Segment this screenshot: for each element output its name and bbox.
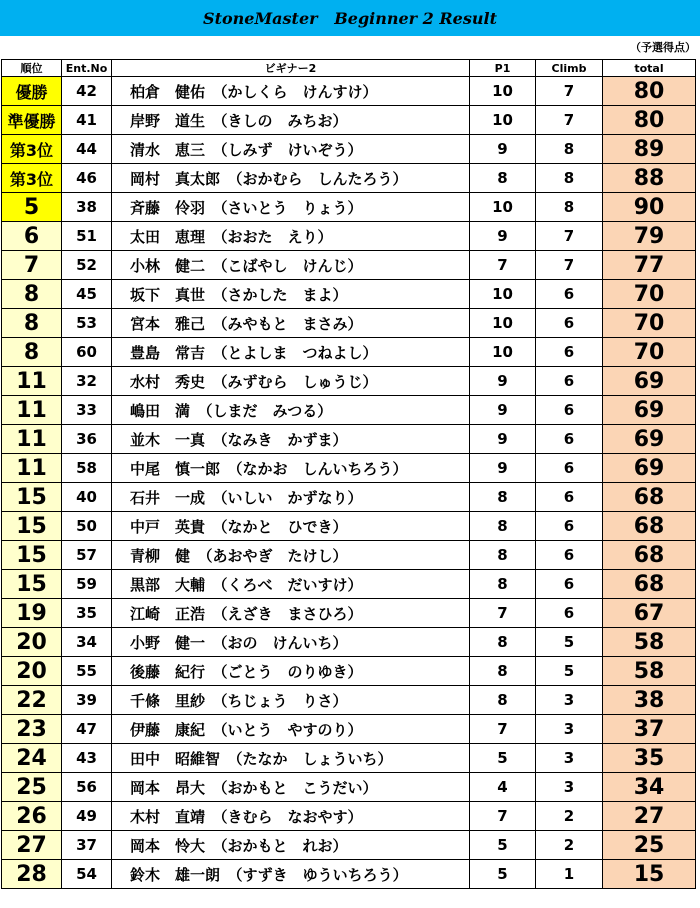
p1-cell: 4 xyxy=(470,773,536,802)
entry-number-cell: 36 xyxy=(62,425,112,454)
table-row xyxy=(2,367,696,396)
name-cell: 清水 恵三 （しみず けいぞう） xyxy=(112,135,470,164)
rank-cell: 8 xyxy=(2,338,62,367)
header-total: total xyxy=(603,60,696,77)
total-cell: 80 xyxy=(603,106,696,135)
table-row xyxy=(2,715,696,744)
climb-cell: 7 xyxy=(536,77,603,106)
header-name: ビギナー2 xyxy=(112,60,470,77)
title-banner xyxy=(0,0,700,36)
p1-cell: 8 xyxy=(470,686,536,715)
total-cell: 68 xyxy=(603,512,696,541)
table-row xyxy=(2,135,696,164)
name-cell: 豊島 常吉 （とよしま つねよし） xyxy=(112,338,470,367)
p1-cell: 9 xyxy=(470,396,536,425)
entry-number-cell: 57 xyxy=(62,541,112,570)
total-cell: 15 xyxy=(603,860,696,889)
total-cell: 68 xyxy=(603,570,696,599)
total-cell: 58 xyxy=(603,657,696,686)
total-cell: 68 xyxy=(603,541,696,570)
entry-number-cell: 46 xyxy=(62,164,112,193)
total-cell: 69 xyxy=(603,425,696,454)
p1-cell: 5 xyxy=(470,860,536,889)
climb-cell: 6 xyxy=(536,338,603,367)
table-row xyxy=(2,802,696,831)
total-cell: 69 xyxy=(603,396,696,425)
rank-cell: 11 xyxy=(2,454,62,483)
rank-cell: 23 xyxy=(2,715,62,744)
name-cell: 小林 健二 （こばやし けんじ） xyxy=(112,251,470,280)
climb-cell: 6 xyxy=(536,512,603,541)
entry-number-cell: 54 xyxy=(62,860,112,889)
p1-cell: 7 xyxy=(470,599,536,628)
name-cell: 黒部 大輔 （くろべ だいすけ） xyxy=(112,570,470,599)
climb-cell: 3 xyxy=(536,686,603,715)
p1-cell: 9 xyxy=(470,425,536,454)
entry-number-cell: 33 xyxy=(62,396,112,425)
table-row xyxy=(2,483,696,512)
table-row xyxy=(2,657,696,686)
rank-cell: 第3位 xyxy=(2,135,62,164)
table-row xyxy=(2,628,696,657)
climb-cell: 1 xyxy=(536,860,603,889)
p1-cell: 8 xyxy=(470,570,536,599)
table-row xyxy=(2,251,696,280)
climb-cell: 5 xyxy=(536,628,603,657)
rank-cell: 6 xyxy=(2,222,62,251)
climb-cell: 7 xyxy=(536,222,603,251)
total-cell: 34 xyxy=(603,773,696,802)
entry-number-cell: 50 xyxy=(62,512,112,541)
climb-cell: 2 xyxy=(536,831,603,860)
rank-cell: 28 xyxy=(2,860,62,889)
rank-cell: 11 xyxy=(2,396,62,425)
total-cell: 90 xyxy=(603,193,696,222)
total-cell: 80 xyxy=(603,77,696,106)
header-p1: P1 xyxy=(470,60,536,77)
total-cell: 27 xyxy=(603,802,696,831)
entry-number-cell: 59 xyxy=(62,570,112,599)
p1-cell: 7 xyxy=(470,251,536,280)
entry-number-cell: 45 xyxy=(62,280,112,309)
entry-number-cell: 55 xyxy=(62,657,112,686)
score-note: （予選得点） xyxy=(630,41,696,54)
entry-number-cell: 37 xyxy=(62,831,112,860)
entry-number-cell: 60 xyxy=(62,338,112,367)
total-cell: 70 xyxy=(603,338,696,367)
header-climb: Climb xyxy=(536,60,603,77)
name-cell: 並木 一真 （なみき かずま） xyxy=(112,425,470,454)
climb-cell: 6 xyxy=(536,599,603,628)
p1-cell: 7 xyxy=(470,715,536,744)
page-title: StoneMaster Beginner 2 Result xyxy=(203,8,497,28)
rank-cell: 第3位 xyxy=(2,164,62,193)
total-cell: 68 xyxy=(603,483,696,512)
name-cell: 斉藤 伶羽 （さいとう りょう） xyxy=(112,193,470,222)
climb-cell: 6 xyxy=(536,483,603,512)
table-row xyxy=(2,425,696,454)
table-row xyxy=(2,454,696,483)
rank-cell: 15 xyxy=(2,483,62,512)
results-table xyxy=(1,59,696,889)
name-cell: 石井 一成 （いしい かずなり） xyxy=(112,483,470,512)
entry-number-cell: 47 xyxy=(62,715,112,744)
climb-cell: 8 xyxy=(536,135,603,164)
climb-cell: 2 xyxy=(536,802,603,831)
name-cell: 太田 恵理 （おおた えり） xyxy=(112,222,470,251)
p1-cell: 7 xyxy=(470,802,536,831)
total-cell: 25 xyxy=(603,831,696,860)
total-cell: 79 xyxy=(603,222,696,251)
rank-cell: 準優勝 xyxy=(2,106,62,135)
header-rank: 順位 xyxy=(2,60,62,77)
climb-cell: 6 xyxy=(536,541,603,570)
rank-cell: 5 xyxy=(2,193,62,222)
name-cell: 岡村 真太郎 （おかむら しんたろう） xyxy=(112,164,470,193)
name-cell: 水村 秀史 （みずむら しゅうじ） xyxy=(112,367,470,396)
climb-cell: 6 xyxy=(536,367,603,396)
rank-cell: 11 xyxy=(2,367,62,396)
climb-cell: 8 xyxy=(536,164,603,193)
name-cell: 鈴木 雄一朗 （すずき ゆういちろう） xyxy=(112,860,470,889)
entry-number-cell: 41 xyxy=(62,106,112,135)
rank-cell: 8 xyxy=(2,309,62,338)
name-cell: 小野 健一 （おの けんいち） xyxy=(112,628,470,657)
entry-number-cell: 53 xyxy=(62,309,112,338)
entry-number-cell: 44 xyxy=(62,135,112,164)
table-row xyxy=(2,512,696,541)
p1-cell: 8 xyxy=(470,164,536,193)
name-cell: 木村 直靖 （きむら なおやす） xyxy=(112,802,470,831)
table-row xyxy=(2,193,696,222)
climb-cell: 7 xyxy=(536,106,603,135)
name-cell: 千條 里紗 （ちじょう りさ） xyxy=(112,686,470,715)
rank-cell: 19 xyxy=(2,599,62,628)
name-cell: 嶋田 満 （しまだ みつる） xyxy=(112,396,470,425)
name-cell: 青柳 健 （あおやぎ たけし） xyxy=(112,541,470,570)
rank-cell: 20 xyxy=(2,628,62,657)
name-cell: 伊藤 康紀 （いとう やすのり） xyxy=(112,715,470,744)
p1-cell: 9 xyxy=(470,222,536,251)
climb-cell: 8 xyxy=(536,193,603,222)
p1-cell: 8 xyxy=(470,541,536,570)
p1-cell: 8 xyxy=(470,483,536,512)
entry-number-cell: 51 xyxy=(62,222,112,251)
table-row xyxy=(2,570,696,599)
entry-number-cell: 34 xyxy=(62,628,112,657)
table-row xyxy=(2,599,696,628)
name-cell: 後藤 紀行 （ごとう のりゆき） xyxy=(112,657,470,686)
rank-cell: 11 xyxy=(2,425,62,454)
climb-cell: 3 xyxy=(536,715,603,744)
header-row xyxy=(2,60,696,77)
entry-number-cell: 40 xyxy=(62,483,112,512)
total-cell: 37 xyxy=(603,715,696,744)
table-row xyxy=(2,831,696,860)
climb-cell: 6 xyxy=(536,454,603,483)
p1-cell: 10 xyxy=(470,193,536,222)
table-row xyxy=(2,744,696,773)
rank-cell: 26 xyxy=(2,802,62,831)
header-entry-number: Ent.No xyxy=(62,60,112,77)
table-row xyxy=(2,338,696,367)
p1-cell: 9 xyxy=(470,135,536,164)
p1-cell: 10 xyxy=(470,280,536,309)
total-cell: 77 xyxy=(603,251,696,280)
total-cell: 67 xyxy=(603,599,696,628)
climb-cell: 6 xyxy=(536,425,603,454)
entry-number-cell: 42 xyxy=(62,77,112,106)
rank-cell: 7 xyxy=(2,251,62,280)
name-cell: 岸野 道生 （きしの みちお） xyxy=(112,106,470,135)
entry-number-cell: 38 xyxy=(62,193,112,222)
total-cell: 89 xyxy=(603,135,696,164)
table-row xyxy=(2,860,696,889)
p1-cell: 8 xyxy=(470,628,536,657)
entry-number-cell: 32 xyxy=(62,367,112,396)
p1-cell: 9 xyxy=(470,454,536,483)
name-cell: 坂下 真世 （さかした まよ） xyxy=(112,280,470,309)
name-cell: 宮本 雅己 （みやもと まさみ） xyxy=(112,309,470,338)
total-cell: 69 xyxy=(603,367,696,396)
climb-cell: 3 xyxy=(536,773,603,802)
entry-number-cell: 52 xyxy=(62,251,112,280)
name-cell: 田中 昭維智 （たなか しょういち） xyxy=(112,744,470,773)
total-cell: 70 xyxy=(603,309,696,338)
rank-cell: 20 xyxy=(2,657,62,686)
total-cell: 69 xyxy=(603,454,696,483)
table-row xyxy=(2,222,696,251)
rank-cell: 15 xyxy=(2,541,62,570)
p1-cell: 10 xyxy=(470,106,536,135)
rank-cell: 25 xyxy=(2,773,62,802)
climb-cell: 5 xyxy=(536,657,603,686)
total-cell: 38 xyxy=(603,686,696,715)
rank-cell: 8 xyxy=(2,280,62,309)
table-row xyxy=(2,541,696,570)
entry-number-cell: 49 xyxy=(62,802,112,831)
climb-cell: 6 xyxy=(536,280,603,309)
climb-cell: 3 xyxy=(536,744,603,773)
total-cell: 88 xyxy=(603,164,696,193)
p1-cell: 5 xyxy=(470,744,536,773)
total-cell: 58 xyxy=(603,628,696,657)
total-cell: 70 xyxy=(603,280,696,309)
p1-cell: 10 xyxy=(470,338,536,367)
name-cell: 岡本 怜大 （おかもと れお） xyxy=(112,831,470,860)
p1-cell: 10 xyxy=(470,309,536,338)
name-cell: 柏倉 健佑 （かしくら けんすけ） xyxy=(112,77,470,106)
table-row xyxy=(2,280,696,309)
entry-number-cell: 39 xyxy=(62,686,112,715)
climb-cell: 6 xyxy=(536,309,603,338)
p1-cell: 8 xyxy=(470,657,536,686)
p1-cell: 5 xyxy=(470,831,536,860)
name-cell: 中戸 英貴 （なかと ひでき） xyxy=(112,512,470,541)
climb-cell: 7 xyxy=(536,251,603,280)
table-row xyxy=(2,77,696,106)
climb-cell: 6 xyxy=(536,396,603,425)
rank-cell: 24 xyxy=(2,744,62,773)
rank-cell: 15 xyxy=(2,570,62,599)
rank-cell: 15 xyxy=(2,512,62,541)
table-row xyxy=(2,309,696,338)
rank-cell: 22 xyxy=(2,686,62,715)
p1-cell: 9 xyxy=(470,367,536,396)
name-cell: 岡本 昂大 （おかもと こうだい） xyxy=(112,773,470,802)
entry-number-cell: 58 xyxy=(62,454,112,483)
rank-cell: 27 xyxy=(2,831,62,860)
total-cell: 35 xyxy=(603,744,696,773)
entry-number-cell: 43 xyxy=(62,744,112,773)
climb-cell: 6 xyxy=(536,570,603,599)
table-row xyxy=(2,106,696,135)
p1-cell: 8 xyxy=(470,512,536,541)
name-cell: 中尾 慎一郎 （なかお しんいちろう） xyxy=(112,454,470,483)
table-row xyxy=(2,686,696,715)
name-cell: 江崎 正浩 （えざき まさひろ） xyxy=(112,599,470,628)
table-row xyxy=(2,396,696,425)
entry-number-cell: 56 xyxy=(62,773,112,802)
rank-cell: 優勝 xyxy=(2,77,62,106)
p1-cell: 10 xyxy=(470,77,536,106)
entry-number-cell: 35 xyxy=(62,599,112,628)
table-row xyxy=(2,773,696,802)
table-row xyxy=(2,164,696,193)
